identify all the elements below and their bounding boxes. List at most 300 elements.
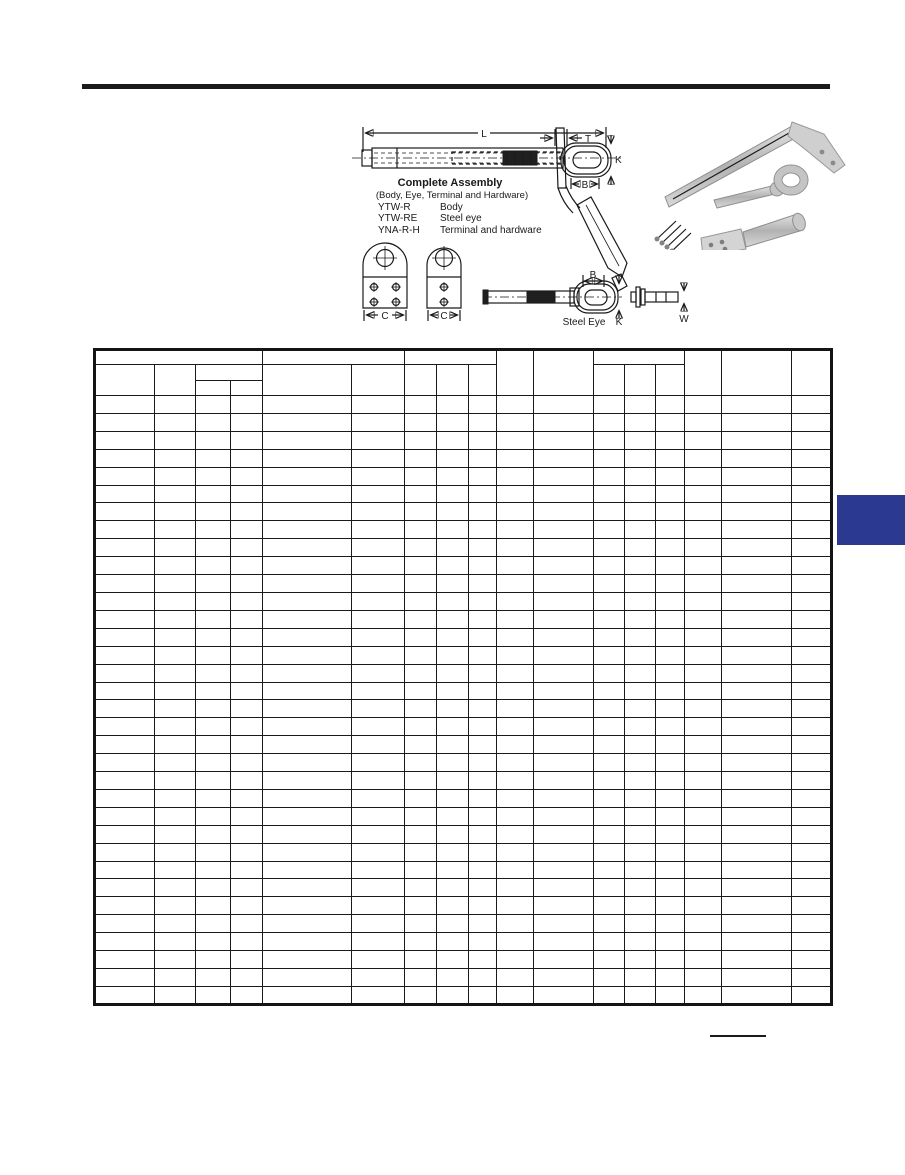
table-cell (792, 521, 832, 539)
table-cell (437, 449, 469, 467)
header-group-1 (95, 350, 263, 365)
table-cell (263, 467, 352, 485)
header-col-8 (437, 365, 469, 396)
table-cell (685, 628, 722, 646)
header-col-11 (534, 350, 594, 396)
table-cell (405, 754, 437, 772)
table-cell (656, 539, 685, 557)
table-cell (95, 628, 155, 646)
table-cell (231, 789, 263, 807)
table-cell (469, 646, 497, 664)
table-cell (534, 557, 594, 575)
table-cell (534, 772, 594, 790)
product-photo (648, 105, 858, 250)
table-cell (722, 413, 792, 431)
table-cell (405, 951, 437, 969)
table-cell (405, 861, 437, 879)
table-cell (656, 521, 685, 539)
table-cell (405, 628, 437, 646)
table-cell (263, 431, 352, 449)
table-cell (656, 467, 685, 485)
footer-rule (710, 1035, 766, 1037)
table-row (95, 449, 832, 467)
table-cell (469, 789, 497, 807)
table-cell (352, 843, 405, 861)
table-row (95, 539, 832, 557)
table-cell (625, 879, 656, 897)
table-cell (792, 700, 832, 718)
table-cell (263, 897, 352, 915)
table-cell (95, 933, 155, 951)
table-cell (497, 610, 534, 628)
table-cell (625, 736, 656, 754)
table-cell (497, 431, 534, 449)
table-cell (437, 879, 469, 897)
table-cell (196, 396, 231, 414)
table-cell (722, 718, 792, 736)
table-cell (196, 718, 231, 736)
table-cell (469, 825, 497, 843)
table-cell (231, 897, 263, 915)
table-cell (469, 843, 497, 861)
table-cell (437, 951, 469, 969)
table-cell (437, 825, 469, 843)
table-cell (231, 933, 263, 951)
table-cell (792, 933, 832, 951)
table-cell (722, 610, 792, 628)
table-cell (352, 789, 405, 807)
table-cell (405, 646, 437, 664)
table-cell (95, 449, 155, 467)
table-row (95, 807, 832, 825)
table-cell (231, 396, 263, 414)
table-cell (722, 969, 792, 987)
table-cell (534, 592, 594, 610)
table-cell (405, 682, 437, 700)
table-cell (625, 664, 656, 682)
table-cell (231, 843, 263, 861)
table-cell (155, 933, 196, 951)
table-cell (594, 700, 625, 718)
table-cell (497, 772, 534, 790)
table-cell (263, 628, 352, 646)
table-cell (497, 861, 534, 879)
table-cell (497, 843, 534, 861)
table-cell (625, 897, 656, 915)
header-col-14 (656, 365, 685, 396)
table-cell (352, 575, 405, 593)
table-cell (352, 682, 405, 700)
table-cell (594, 521, 625, 539)
table-row (95, 754, 832, 772)
table-cell (405, 879, 437, 897)
table-cell (231, 521, 263, 539)
table-cell (231, 664, 263, 682)
table-cell (497, 736, 534, 754)
header-subgroup-1 (196, 365, 263, 381)
table-cell (263, 503, 352, 521)
table-cell (792, 557, 832, 575)
table-cell (497, 951, 534, 969)
table-cell (469, 396, 497, 414)
table-cell (196, 861, 231, 879)
table-cell (352, 754, 405, 772)
table-cell (231, 969, 263, 987)
header-col-1 (95, 365, 155, 396)
table-cell (469, 933, 497, 951)
table-row (95, 951, 832, 969)
table-cell (685, 807, 722, 825)
table-cell (625, 467, 656, 485)
table-cell (95, 682, 155, 700)
table-cell (155, 646, 196, 664)
table-cell (437, 754, 469, 772)
table-cell (352, 700, 405, 718)
table-cell (685, 449, 722, 467)
table-cell (196, 986, 231, 1004)
table-cell (231, 736, 263, 754)
table-cell (594, 664, 625, 682)
table-cell (352, 807, 405, 825)
table-cell (95, 897, 155, 915)
table-cell (155, 915, 196, 933)
table-cell (196, 485, 231, 503)
table-cell (405, 897, 437, 915)
table-cell (196, 449, 231, 467)
table-cell (656, 610, 685, 628)
header-col-12 (594, 365, 625, 396)
table-cell (469, 592, 497, 610)
table-row (95, 557, 832, 575)
table-cell (437, 539, 469, 557)
table-cell (722, 557, 792, 575)
table-cell (469, 969, 497, 987)
table-cell (722, 951, 792, 969)
table-cell (196, 879, 231, 897)
table-cell (437, 628, 469, 646)
table-cell (722, 897, 792, 915)
table-cell (231, 682, 263, 700)
table-cell (95, 718, 155, 736)
table-cell (594, 951, 625, 969)
table-cell (196, 933, 231, 951)
table-cell (95, 467, 155, 485)
table-cell (155, 449, 196, 467)
table-cell (792, 413, 832, 431)
dim-label-t: T (585, 134, 592, 145)
table-cell (469, 879, 497, 897)
table-cell (155, 897, 196, 915)
table-cell (625, 449, 656, 467)
table-cell (625, 754, 656, 772)
table-cell (405, 610, 437, 628)
table-cell (497, 557, 534, 575)
table-cell (155, 772, 196, 790)
table-cell (722, 986, 792, 1004)
steel-eye-drawing (483, 270, 623, 328)
table-cell (656, 485, 685, 503)
table-cell (656, 933, 685, 951)
table-cell (352, 539, 405, 557)
table-cell (534, 718, 594, 736)
table-cell (231, 718, 263, 736)
table-cell (155, 807, 196, 825)
header-col-5 (263, 365, 352, 396)
table-cell (497, 449, 534, 467)
table-cell (231, 610, 263, 628)
table-row (95, 628, 832, 646)
table-cell (685, 754, 722, 772)
table-cell (722, 396, 792, 414)
table-cell (352, 986, 405, 1004)
table-cell (437, 736, 469, 754)
table-cell (155, 575, 196, 593)
table-cell (155, 879, 196, 897)
table-cell (95, 485, 155, 503)
table-cell (196, 628, 231, 646)
table-cell (196, 664, 231, 682)
table-cell (196, 825, 231, 843)
table-cell (625, 986, 656, 1004)
table-cell (95, 539, 155, 557)
table-cell (656, 915, 685, 933)
table-cell (263, 485, 352, 503)
table-cell (437, 718, 469, 736)
table-cell (155, 736, 196, 754)
technical-drawing (330, 100, 700, 340)
table-cell (594, 485, 625, 503)
table-cell (231, 539, 263, 557)
table-cell (594, 592, 625, 610)
table-cell (352, 646, 405, 664)
table-cell (656, 879, 685, 897)
table-cell (656, 861, 685, 879)
table-cell (594, 449, 625, 467)
table-cell (685, 396, 722, 414)
table-cell (722, 503, 792, 521)
table-cell (155, 521, 196, 539)
table-cell (263, 539, 352, 557)
table-cell (352, 825, 405, 843)
table-cell (625, 485, 656, 503)
table-cell (685, 969, 722, 987)
table-cell (497, 396, 534, 414)
table-cell (534, 396, 594, 414)
table-cell (625, 933, 656, 951)
header-col-3 (196, 381, 231, 396)
table-cell (437, 807, 469, 825)
table-cell (497, 485, 534, 503)
table-cell (95, 503, 155, 521)
table-cell (497, 718, 534, 736)
table-cell (155, 754, 196, 772)
table-cell (437, 396, 469, 414)
table-cell (155, 431, 196, 449)
table-cell (437, 664, 469, 682)
table-cell (437, 772, 469, 790)
table-row (95, 413, 832, 431)
table-cell (534, 431, 594, 449)
table-cell (263, 825, 352, 843)
table-cell (405, 986, 437, 1004)
table-cell (95, 807, 155, 825)
table-cell (352, 969, 405, 987)
table-cell (497, 413, 534, 431)
table-cell (625, 431, 656, 449)
table-cell (625, 521, 656, 539)
dim-label-w: W (679, 314, 689, 325)
table-cell (405, 933, 437, 951)
table-cell (534, 575, 594, 593)
table-cell (625, 825, 656, 843)
table-cell (656, 825, 685, 843)
table-cell (685, 861, 722, 879)
table-cell (656, 431, 685, 449)
table-cell (405, 736, 437, 754)
table-cell (594, 843, 625, 861)
table-row (95, 575, 832, 593)
table-cell (95, 610, 155, 628)
table-cell (685, 915, 722, 933)
table-cell (95, 754, 155, 772)
table-cell (792, 951, 832, 969)
table-cell (437, 915, 469, 933)
table-cell (95, 843, 155, 861)
table-row (95, 843, 832, 861)
table-cell (656, 718, 685, 736)
table-cell (685, 718, 722, 736)
table-cell (405, 718, 437, 736)
table-cell (625, 915, 656, 933)
table-cell (685, 951, 722, 969)
table-cell (263, 772, 352, 790)
table-cell (263, 969, 352, 987)
table-cell (469, 986, 497, 1004)
table-cell (497, 521, 534, 539)
table-cell (405, 557, 437, 575)
header-group-2 (263, 350, 405, 365)
table-cell (625, 413, 656, 431)
table-cell (656, 986, 685, 1004)
table-cell (534, 539, 594, 557)
table-cell (792, 396, 832, 414)
table-cell (469, 700, 497, 718)
table-cell (792, 789, 832, 807)
table-row (95, 431, 832, 449)
table-cell (625, 503, 656, 521)
table-cell (656, 557, 685, 575)
table-cell (155, 592, 196, 610)
table-cell (437, 861, 469, 879)
table-cell (263, 807, 352, 825)
table-cell (792, 575, 832, 593)
table-cell (497, 879, 534, 897)
table-cell (594, 879, 625, 897)
table-cell (685, 431, 722, 449)
table-cell (534, 682, 594, 700)
table-cell (196, 736, 231, 754)
legend-desc-body: Body (440, 202, 463, 213)
table-cell (792, 610, 832, 628)
table-cell (196, 503, 231, 521)
table-cell (352, 933, 405, 951)
table-cell (625, 861, 656, 879)
table-cell (656, 628, 685, 646)
table-row (95, 772, 832, 790)
table-cell (625, 682, 656, 700)
table-cell (196, 807, 231, 825)
table-cell (792, 503, 832, 521)
table-cell (95, 915, 155, 933)
table-cell (594, 789, 625, 807)
table-cell (196, 682, 231, 700)
header-group-4 (594, 350, 685, 365)
terminal-plate-2hole-drawing (427, 246, 461, 322)
table-cell (792, 485, 832, 503)
table-row (95, 879, 832, 897)
table-cell (497, 807, 534, 825)
legend-code-body: YTW-R (378, 202, 411, 213)
table-row (95, 736, 832, 754)
table-cell (792, 467, 832, 485)
assembly-legend (376, 177, 542, 236)
table-cell (437, 933, 469, 951)
table-cell (594, 915, 625, 933)
table-cell (722, 467, 792, 485)
table-cell (155, 682, 196, 700)
table-cell (231, 431, 263, 449)
table-cell (656, 843, 685, 861)
table-cell (231, 754, 263, 772)
table-cell (405, 969, 437, 987)
table-cell (792, 628, 832, 646)
table-cell (155, 503, 196, 521)
table-cell (155, 969, 196, 987)
table-cell (469, 754, 497, 772)
table-cell (792, 915, 832, 933)
table-cell (685, 736, 722, 754)
table-cell (722, 449, 792, 467)
table-cell (405, 575, 437, 593)
table-cell (155, 861, 196, 879)
header-col-10 (497, 350, 534, 396)
table-cell (497, 933, 534, 951)
table-cell (594, 861, 625, 879)
table-cell (792, 449, 832, 467)
table-cell (352, 664, 405, 682)
table-cell (196, 969, 231, 987)
table-cell (263, 700, 352, 718)
table-cell (352, 467, 405, 485)
table-cell (792, 843, 832, 861)
table-cell (95, 879, 155, 897)
table-cell (722, 879, 792, 897)
dim-label-c-right: C (440, 311, 448, 322)
table-cell (469, 503, 497, 521)
table-cell (469, 610, 497, 628)
table-cell (722, 825, 792, 843)
table-cell (231, 861, 263, 879)
table-cell (656, 700, 685, 718)
table-cell (534, 610, 594, 628)
table-cell (685, 789, 722, 807)
table-cell (155, 951, 196, 969)
table-cell (352, 736, 405, 754)
table-cell (405, 485, 437, 503)
table-cell (469, 467, 497, 485)
table-cell (469, 431, 497, 449)
table-cell (722, 664, 792, 682)
